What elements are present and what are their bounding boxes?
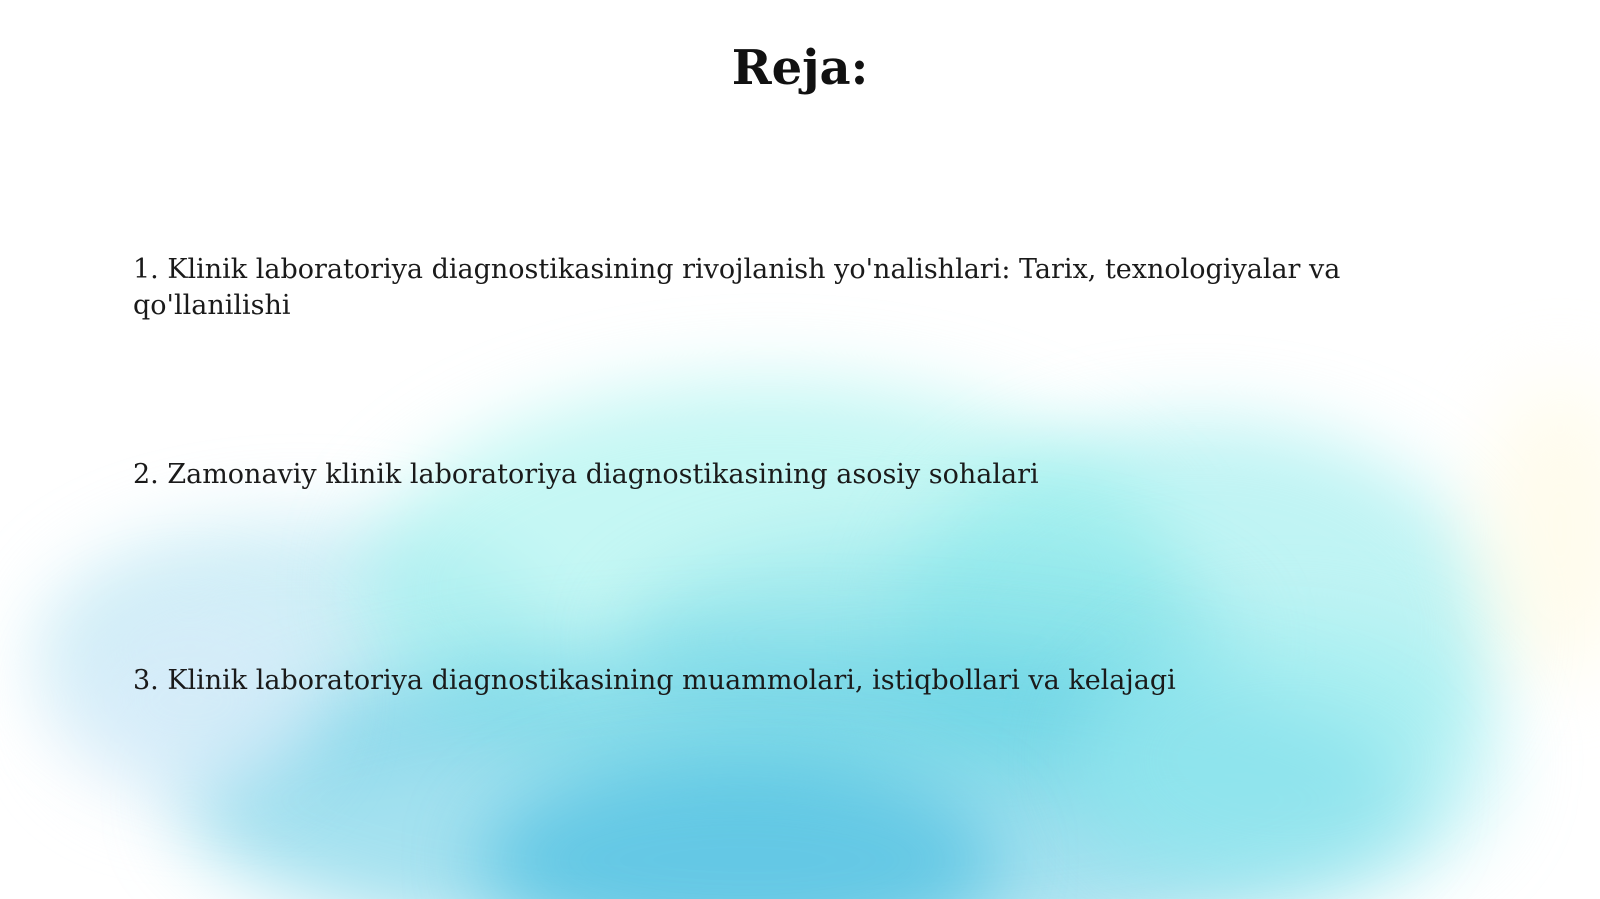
watercolor-blob [1080,620,1500,899]
plan-item-1: 1. Klinik laboratoriya diagnostikasining rivojlanish yo'nalishlari: Tarix, texnologiyalar va qo'llanilishi [133,254,1341,321]
plan-item-3: 3. Klinik laboratoriya diagnostikasining muammolari, istiqbollari va kelajagi [133,665,1176,696]
slide-title: Reja: [731,40,869,96]
plan-item-2: 2. Zamonaviy klinik laboratoriya diagnostikasining asosiy sohalari [133,459,1039,490]
watercolor-blob [60,600,320,800]
